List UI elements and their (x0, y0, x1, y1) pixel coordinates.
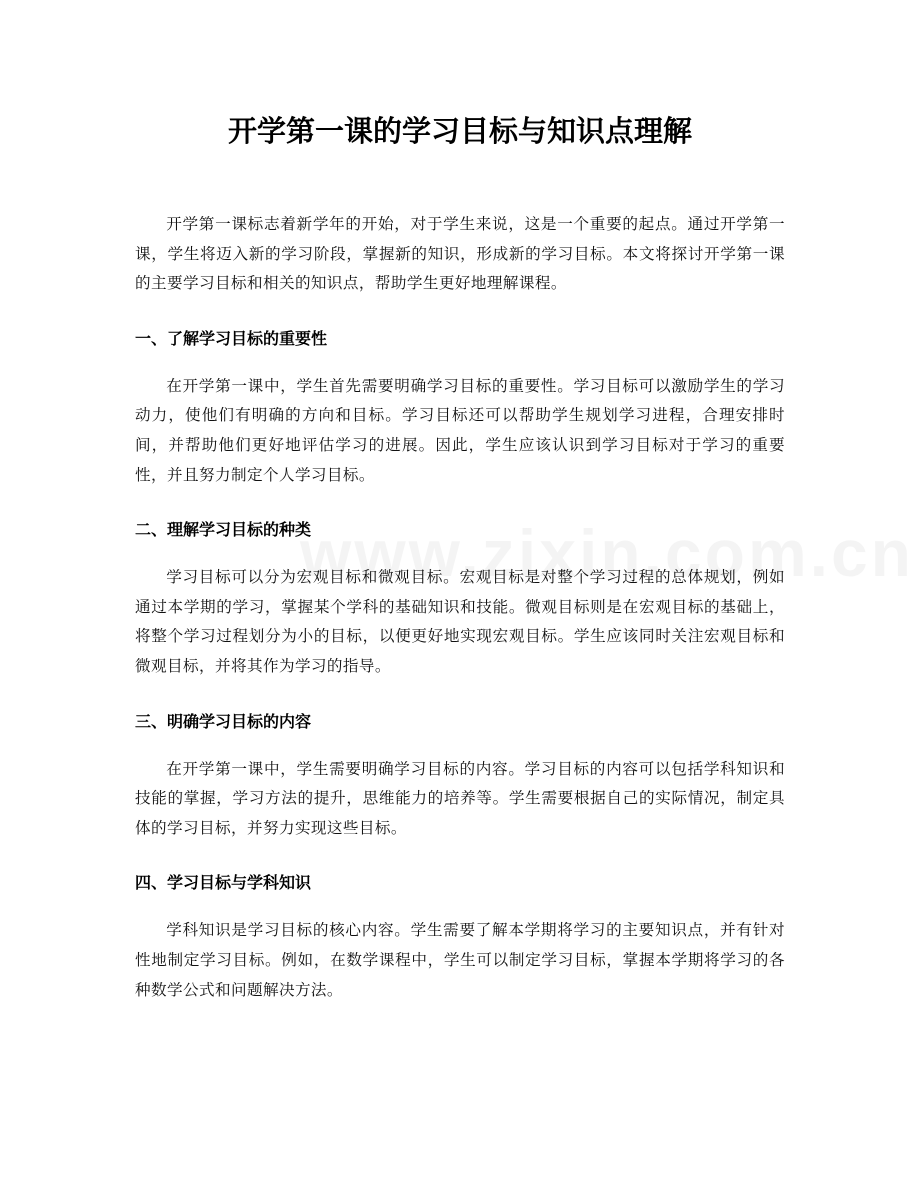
intro-paragraph: 开学第一课标志着新学年的开始，对于学生来说，这是一个重要的起点。通过开学第一课，学生将迈入新的学习阶段，掌握新的知识，形成新的学习目标。本文将探讨开学第一课的主要学习目标和相关的知识点，帮助学生更好地理解课程。 (135, 215, 785, 293)
document-title: 开学第一课的学习目标与知识点理解 (227, 114, 692, 148)
section-heading-2: 二、理解学习目标的种类 (135, 520, 312, 540)
section-heading-3: 三、明确学习目标的内容 (135, 711, 312, 731)
section-body-4: 学科知识是学习目标的核心内容。学生需要了解本学期将学习的主要知识点，并有针对性地制定学习目标。例如，在数学课程中，学生可以制定学习目标，掌握本学期将学习的各种数学公式和问题解决方法。 (135, 921, 785, 999)
section-heading-1: 一、了解学习目标的重要性 (135, 328, 328, 348)
document-content (135, 100, 785, 1005)
section-body-3: 在开学第一课中，学生需要明确学习目标的内容。学习目标的内容可以包括学科知识和技能的掌握，学习方法的提升，思维能力的培养等。学生需要根据自己的实际情况，制定具体的学习目标，并努力实现这些目标。 (135, 759, 785, 837)
section-body-1: 在开学第一课中，学生首先需要明确学习目标的重要性。学习目标可以激励学生的学习动力，使他们有明确的方向和目标。学习目标还可以帮助学生规划学习进程，合理安排时间，并帮助他们更好地评估学习的进展。因此，学生应该认识到学习目标对于学习的重要性，并且努力制定个人学习目标。 (135, 376, 785, 484)
section-heading-4: 四、学习目标与学科知识 (135, 873, 312, 893)
section-body-2: 学习目标可以分为宏观目标和微观目标。宏观目标是对整个学习过程的总体规划，例如通过本学期的学习，掌握某个学科的基础知识和技能。微观目标则是在宏观目标的基础上，将整个学习过程划分为小的目标，以便更好地实现宏观目标。学生应该同时关注宏观目标和微观目标，并将其作为学习的指导。 (135, 568, 785, 675)
